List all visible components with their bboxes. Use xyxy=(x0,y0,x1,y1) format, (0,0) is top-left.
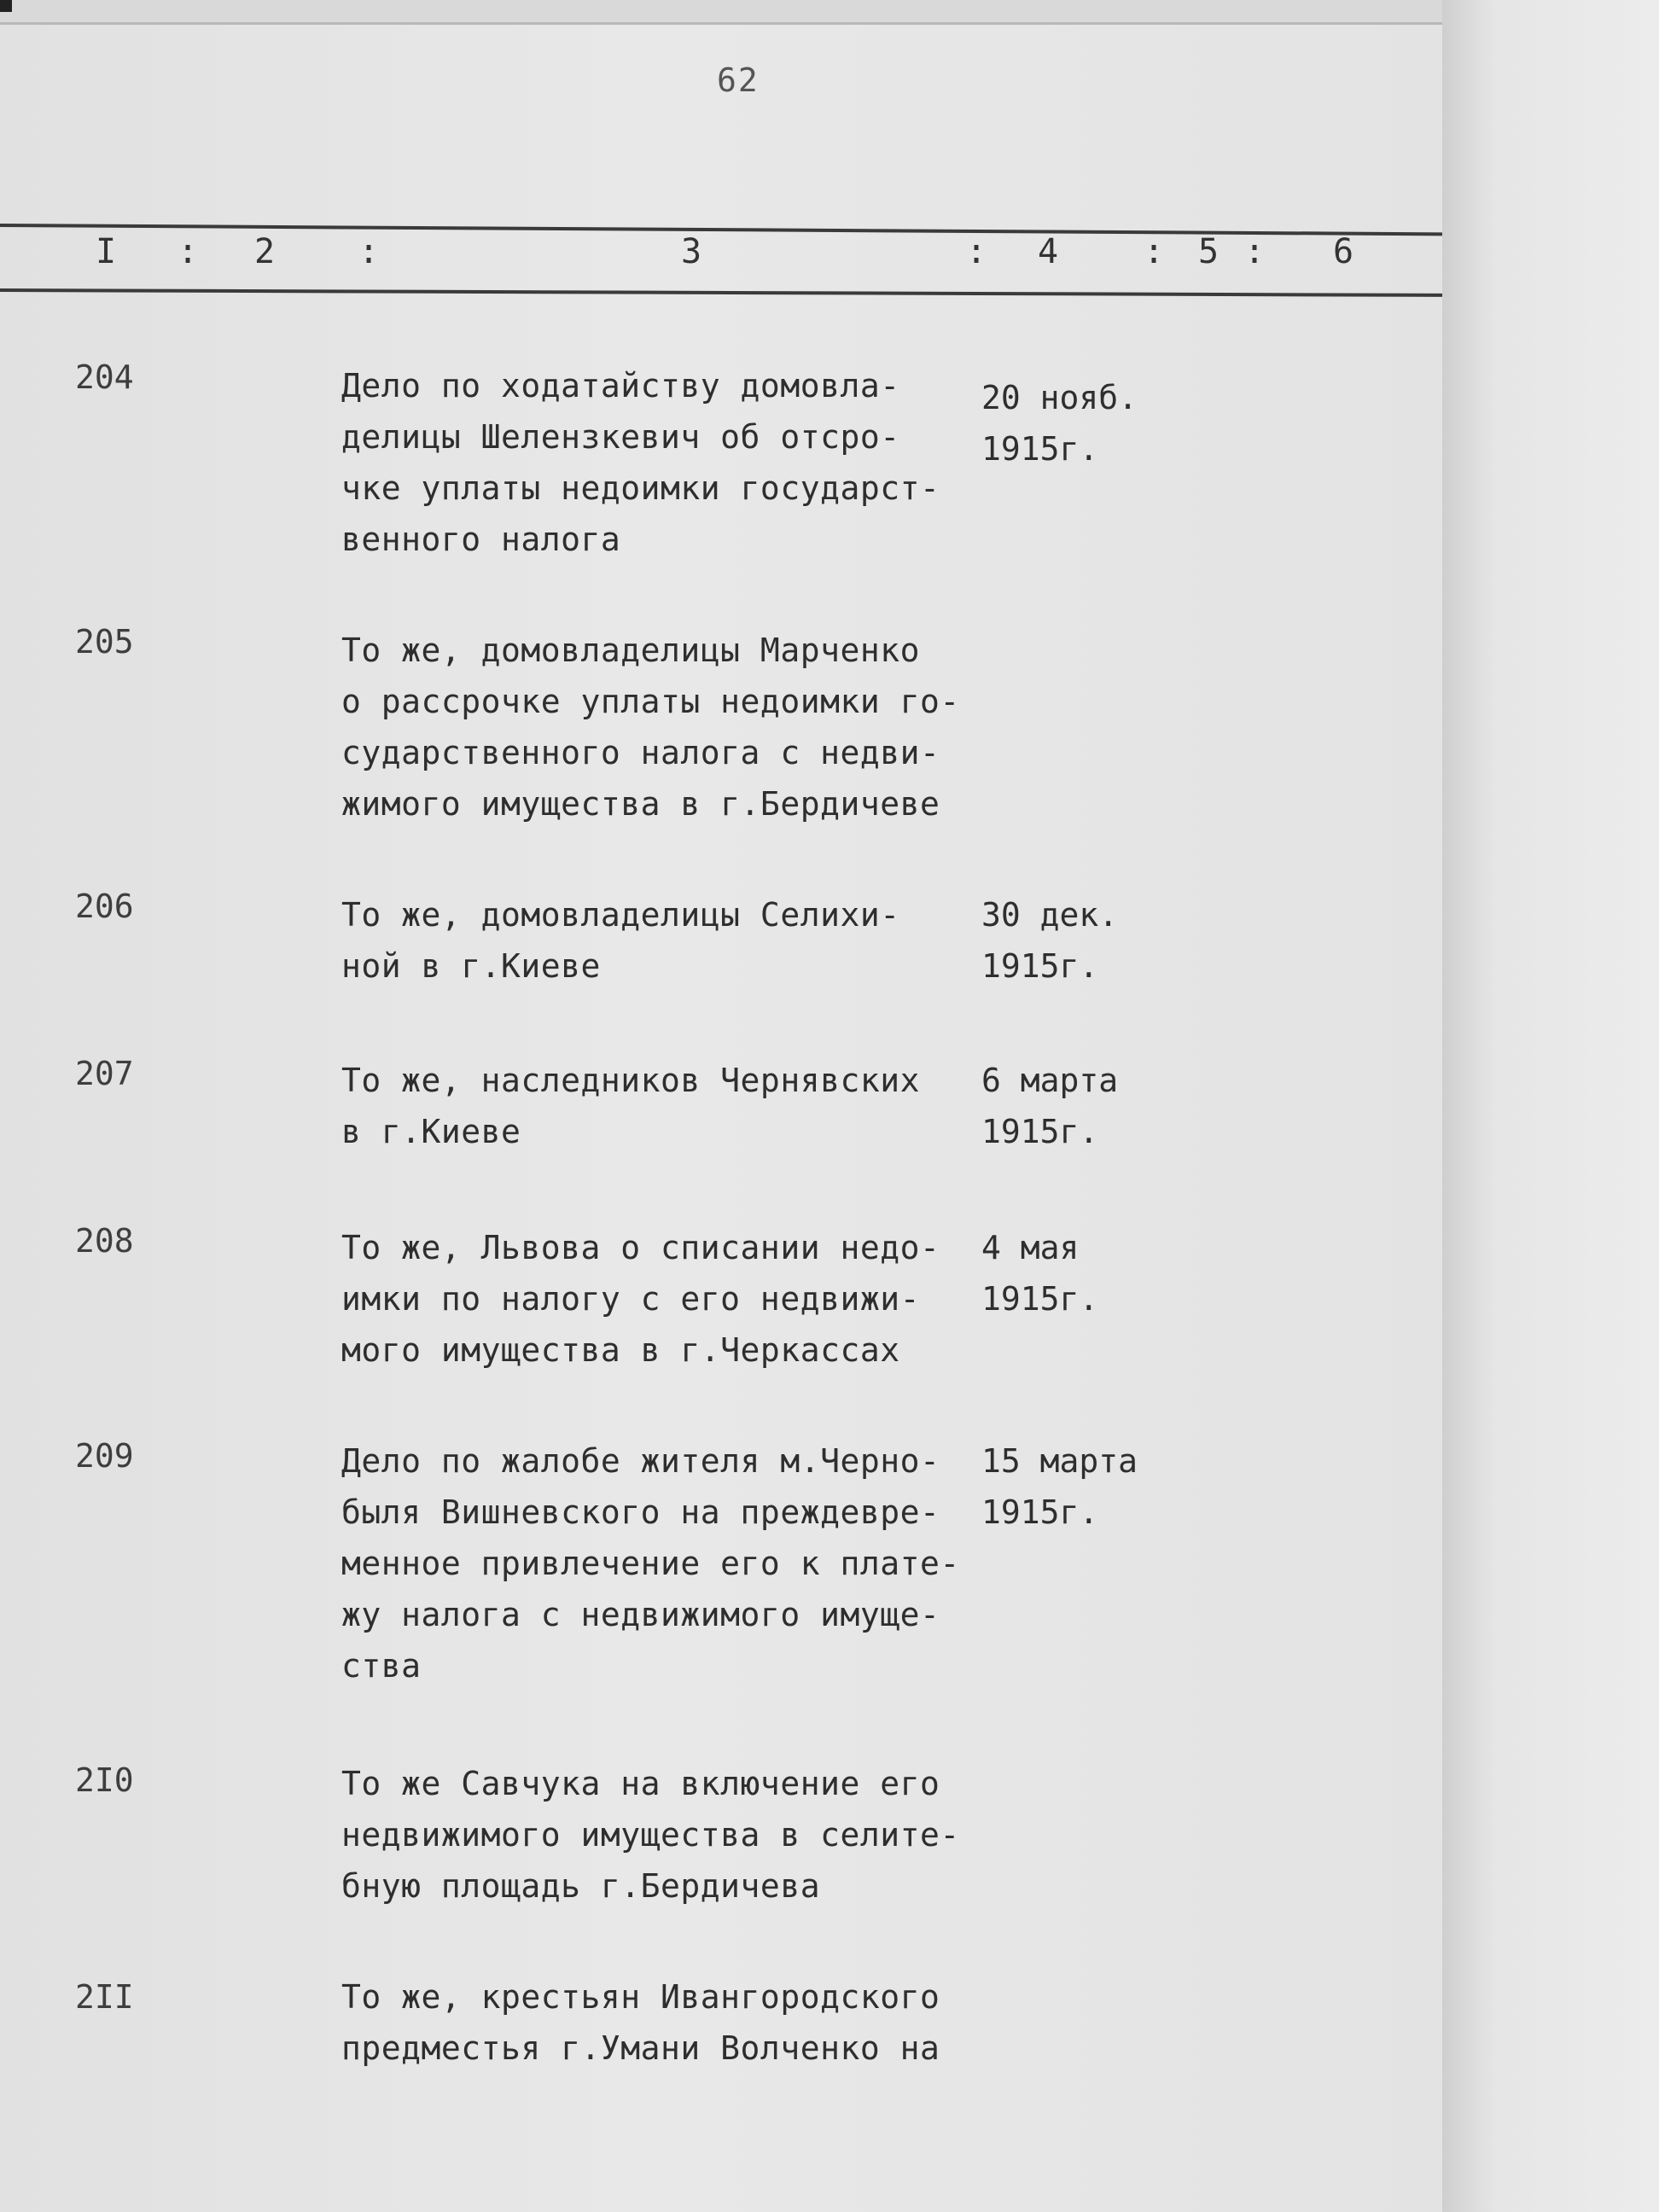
entry-date: 20 нояб. 1915г. xyxy=(981,379,1138,468)
page-number: 62 xyxy=(717,61,760,99)
column-header: 3 xyxy=(681,232,702,271)
entry-description: Дело по жалобе жителя м.Черно- быля Вишневского на преждевре- менное привлечение его к плате- жу налога с недвижимого имуще- ства xyxy=(341,1442,960,1685)
entry-date: 4 мая 1915г. xyxy=(981,1229,1099,1318)
column-header: 5 xyxy=(1198,232,1220,271)
entry-date: 15 марта 1915г. xyxy=(981,1442,1138,1531)
entry-number: 205 xyxy=(75,623,134,661)
column-separator: : xyxy=(1244,232,1266,271)
entry-number: 208 xyxy=(75,1222,134,1260)
entry-number: 206 xyxy=(75,888,134,925)
entry-number: 2II xyxy=(75,1978,134,2016)
entry-description: То же, наследников Чернявских в г.Киеве xyxy=(341,1062,920,1150)
entry-number: 204 xyxy=(75,358,134,396)
column-header: 2 xyxy=(254,232,276,271)
entry-date: 6 марта 1915г. xyxy=(981,1062,1119,1150)
entry-description: То же, крестьян Ивангородского предместья г.Умани Волченко на xyxy=(341,1978,940,2067)
entry-number: 207 xyxy=(75,1055,134,1092)
column-separator: : xyxy=(966,232,987,271)
column-separator: : xyxy=(358,232,380,271)
entry-date: 30 дек. 1915г. xyxy=(981,896,1119,985)
corner-mark xyxy=(0,0,12,12)
column-header: I xyxy=(96,232,117,271)
entry-description: То же Савчука на включение его недвижимого имущества в селите- бную площадь г.Бердичева xyxy=(341,1765,960,1905)
entry-description: То же, Львова о списании недо- имки по налогу с его недвижи- мого имущества в г.Черкассах xyxy=(341,1229,940,1369)
entry-description: То же, домовладелицы Селихи- ной в г.Киеве xyxy=(341,896,900,985)
column-separator: : xyxy=(1144,232,1165,271)
page-edge xyxy=(0,22,1442,25)
column-header: 4 xyxy=(1038,232,1059,271)
entry-description: То же, домовладелицы Марченко о рассрочке уплаты недоимки го- сударственного налога с недви- жимого имущества в г.Бердичеве xyxy=(341,632,960,823)
column-header: 6 xyxy=(1333,232,1354,271)
underlying-sheet xyxy=(1442,0,1659,2212)
entry-number: 209 xyxy=(75,1437,134,1475)
entry-number: 2I0 xyxy=(75,1761,134,1799)
column-separator: : xyxy=(178,232,199,271)
entry-description: Дело по ходатайству домовла- делицы Шелензкевич об отсро- чке уплаты недоимки государст- венного налога xyxy=(341,367,940,558)
